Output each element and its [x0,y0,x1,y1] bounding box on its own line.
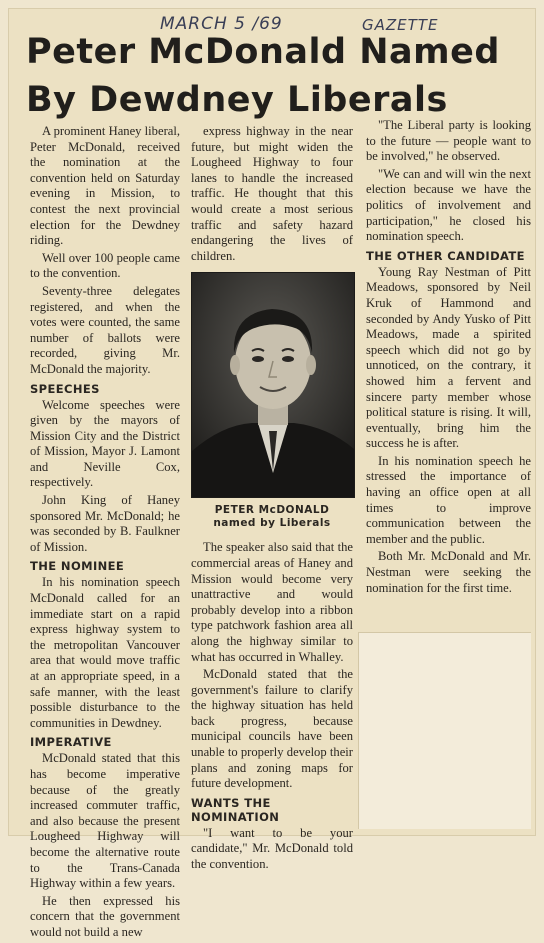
paragraph: The speaker also said that the commercial areas of Haney and Mission would become very unattractive and would probably develop into a ribbon type patchwork fashion area all along the highway similar to what has occurred in Whalley. [191,540,353,664]
subheading-imperative: IMPERATIVE [30,735,112,750]
paragraph: John King of Haney sponsored Mr. McDonald; he was seconded by B. Faulkner of Mission. [30,493,180,554]
paragraph: A prominent Haney liberal, Peter McDonald, received the nomination at the convention held on Saturday evening in Mission, to contest the next provincial election for the Dewdney riding. [30,124,180,248]
portrait-photo [191,272,355,498]
paragraph: express highway in the near future, but might widen the Lougheed Highway to four lanes to handle the increased traffic. He thought that this would create a most serious traffic and safety hazard endangering the lives of children. [191,124,353,263]
subheading-speeches: SPEECHES [30,381,100,396]
paragraph: Well over 100 people came to the convention. [30,250,180,281]
caption-name: PETER McDONALD [214,504,330,517]
column-2 [191,124,353,875]
photo-caption [191,504,353,530]
caption-subtitle: named by Liberals [213,517,331,530]
paragraph: "The Liberal party is looking to the future — people want to be involved," he observed. [366,118,531,164]
paragraph: Both Mr. McDonald and Mr. Nestman were seeking the nomination for the first time. [366,549,531,595]
handwritten-date: MARCH 5 /69 [160,14,283,34]
handwritten-source: GAZETTE [362,16,439,34]
paragraph: Seventy-three delegates registered, and when the votes were counted, the same number of ballots were recorded, giving Mr. McDonald the majority. [30,283,180,376]
paragraph: "We can and will win the next election because we have the politics of involvement and participation," he closed his nomination speech. [366,166,531,244]
column-1 [30,124,180,943]
subheading-the-other-candidate: THE OTHER CANDIDATE [366,248,525,263]
paragraph: In his nomination speech he stressed the importance of having an office open at all times to improve communication between the member and the public. [366,453,531,546]
paragraph: He then expressed his concern that the government would not build a new [30,893,180,939]
headline: Peter McDonald Named By Dewdney Liberals [26,32,500,120]
paragraph: McDonald stated that the government's failure to clarify the highway situation has held back progress, because municipal councils have been unable to properly develop their plans and zoning maps for future development. [191,667,353,791]
paragraph: Young Ray Nestman of Pitt Meadows, sponsored by Neil Kruk of Hammond and seconded by Andy Yusko of Pitt Meadows, made a spirited speech which did not go by unnoticed, on the contrary, it showed him a fervent and sincere party member whose political stature is rising. It will, eventually, bring him the success he is after. [366,264,531,451]
paragraph: Welcome speeches were given by the mayors of Mission City and the District of Mission, Mayor J. Lamont and Neville Cox, respectively. [30,397,180,490]
subheading-wants-the-nomination: WANTS THE NOMINATION [191,795,280,824]
paragraph: In his nomination speech McDonald called for an immediate start on a rapid express highway system to the metropolitan Vancouver area that would move traffic at an appropriate speed, in a safe manner, with the least possible disturbance to the communities in Dewdney. [30,575,180,730]
paragraph: "I want to be your candidate," Mr. McDonald told the convention. [191,825,353,872]
blank-paper-corner [358,632,531,829]
subheading-the-nominee: THE NOMINEE [30,559,125,574]
column-3 [366,118,531,598]
portrait-image [192,273,354,497]
paragraph: McDonald stated that this has become imperative because of the greatly increased commuter traffic, and also because the present Lougheed Highway will become the alternative route to the Trans-Canada Highway within a few years. [30,751,180,891]
